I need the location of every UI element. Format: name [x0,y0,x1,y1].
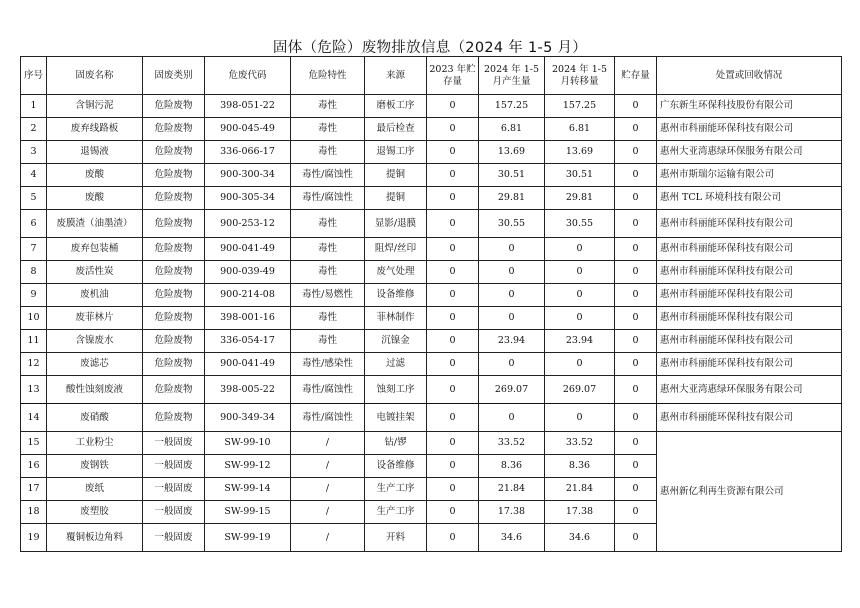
cell-source: 最后检查 [365,118,427,141]
cell-stock2023: 0 [427,210,479,238]
cell-transferred: 0 [545,353,615,376]
cell-category: 危险废物 [143,376,205,404]
cell-no: 5 [21,187,47,210]
header-stock: 贮存量 [615,57,657,95]
table-row [21,353,842,376]
cell-transferred: 13.69 [545,141,615,164]
cell-no: 3 [21,141,47,164]
cell-no: 8 [21,261,47,284]
cell-source: 过滤 [365,353,427,376]
cell-source: 沉镍金 [365,330,427,353]
cell-disposal: 惠州市科丽能环保科技有限公司 [657,404,842,432]
cell-stock: 0 [615,95,657,118]
header-disposal: 处置或回收情况 [657,57,842,95]
cell-no: 17 [21,478,47,501]
cell-code: SW-99-14 [205,478,291,501]
cell-stock2023: 0 [427,524,479,552]
cell-category: 危险废物 [143,353,205,376]
cell-no: 12 [21,353,47,376]
cell-produced: 21.84 [479,478,545,501]
cell-stock: 0 [615,238,657,261]
cell-name: 覆铜板边角料 [47,524,143,552]
table-row [21,284,842,307]
cell-source: 菲林制作 [365,307,427,330]
cell-name: 含镍废水 [47,330,143,353]
cell-transferred: 6.81 [545,118,615,141]
cell-disposal: 惠州市科丽能环保科技有限公司 [657,284,842,307]
cell-source: 废气处理 [365,261,427,284]
table-body [21,95,842,552]
cell-stock2023: 0 [427,501,479,524]
cell-category: 危险废物 [143,210,205,238]
cell-hazard: 毒性/腐蚀性 [291,164,365,187]
cell-code: 900-041-49 [205,353,291,376]
cell-no: 14 [21,404,47,432]
cell-no: 4 [21,164,47,187]
cell-category: 危险废物 [143,238,205,261]
cell-hazard: 毒性 [291,238,365,261]
cell-disposal: 惠州市科丽能环保科技有限公司 [657,330,842,353]
cell-stock: 0 [615,261,657,284]
cell-name: 酸性蚀刻废液 [47,376,143,404]
cell-produced: 34.6 [479,524,545,552]
cell-stock2023: 0 [427,307,479,330]
cell-no: 18 [21,501,47,524]
cell-category: 危险废物 [143,261,205,284]
header-category: 固废类别 [143,57,205,95]
cell-produced: 0 [479,284,545,307]
cell-produced: 17.38 [479,501,545,524]
table-row [21,164,842,187]
cell-category: 一般固废 [143,501,205,524]
cell-stock2023: 0 [427,353,479,376]
cell-general-waste-disposal: 惠州新亿利再生资源有限公司 [657,432,842,552]
table-row [21,376,842,404]
cell-produced: 6.81 [479,118,545,141]
cell-produced: 30.51 [479,164,545,187]
cell-code: 900-305-34 [205,187,291,210]
cell-produced: 0 [479,238,545,261]
header-code: 危废代码 [205,57,291,95]
cell-code: 900-041-49 [205,238,291,261]
cell-no: 19 [21,524,47,552]
cell-name: 废弃包装桶 [47,238,143,261]
cell-source: 电镀挂架 [365,404,427,432]
cell-no: 13 [21,376,47,404]
cell-disposal: 惠州市科丽能环保科技有限公司 [657,353,842,376]
cell-no: 6 [21,210,47,238]
table-row [21,210,842,238]
cell-code: 900-253-12 [205,210,291,238]
cell-code: 900-214-08 [205,284,291,307]
cell-no: 1 [21,95,47,118]
cell-source: 生产工序 [365,478,427,501]
header-transferred: 2024 年 1-5 月转移量 [545,57,615,95]
header-name: 固废名称 [47,57,143,95]
cell-disposal: 惠州市斯瑞尔运输有限公司 [657,164,842,187]
table-row [21,187,842,210]
cell-code: 900-045-49 [205,118,291,141]
cell-stock: 0 [615,432,657,455]
cell-category: 危险废物 [143,284,205,307]
cell-category: 危险废物 [143,187,205,210]
cell-transferred: 0 [545,261,615,284]
cell-name: 废弃线路板 [47,118,143,141]
cell-transferred: 17.38 [545,501,615,524]
cell-transferred: 30.55 [545,210,615,238]
cell-name: 废酸 [47,187,143,210]
cell-stock2023: 0 [427,376,479,404]
cell-name: 废菲林片 [47,307,143,330]
cell-category: 一般固废 [143,432,205,455]
cell-category: 危险废物 [143,404,205,432]
cell-category: 危险废物 [143,307,205,330]
cell-name: 含铜污泥 [47,95,143,118]
cell-name: 废酸 [47,164,143,187]
cell-hazard: 毒性 [291,261,365,284]
cell-disposal: 惠州市科丽能环保科技有限公司 [657,238,842,261]
cell-disposal: 惠州市科丽能环保科技有限公司 [657,307,842,330]
cell-disposal: 惠州市科丽能环保科技有限公司 [657,261,842,284]
cell-transferred: 29.81 [545,187,615,210]
cell-stock: 0 [615,330,657,353]
cell-category: 危险废物 [143,141,205,164]
cell-name: 废钢铁 [47,455,143,478]
cell-name: 废塑胶 [47,501,143,524]
cell-hazard: 毒性 [291,330,365,353]
cell-code: 336-066-17 [205,141,291,164]
cell-stock: 0 [615,187,657,210]
cell-hazard: 毒性/腐蚀性 [291,187,365,210]
table-row [21,95,842,118]
waste-discharge-table [20,56,842,552]
cell-category: 一般固废 [143,524,205,552]
cell-no: 11 [21,330,47,353]
cell-hazard: / [291,501,365,524]
cell-stock2023: 0 [427,478,479,501]
cell-transferred: 8.36 [545,455,615,478]
cell-hazard: / [291,455,365,478]
cell-hazard: 毒性/易燃性 [291,284,365,307]
cell-code: SW-99-12 [205,455,291,478]
cell-code: 398-005-22 [205,376,291,404]
cell-stock: 0 [615,524,657,552]
cell-hazard: 毒性/腐蚀性 [291,404,365,432]
cell-stock2023: 0 [427,330,479,353]
header-stock-2023: 2023 年贮存量 [427,57,479,95]
cell-stock: 0 [615,141,657,164]
cell-stock2023: 0 [427,432,479,455]
cell-source: 磨板工序 [365,95,427,118]
cell-category: 危险废物 [143,95,205,118]
cell-produced: 157.25 [479,95,545,118]
cell-hazard: 毒性 [291,118,365,141]
cell-name: 废机油 [47,284,143,307]
cell-no: 7 [21,238,47,261]
cell-hazard: / [291,524,365,552]
cell-stock2023: 0 [427,238,479,261]
cell-name: 退锡液 [47,141,143,164]
cell-source: 钻/锣 [365,432,427,455]
cell-stock: 0 [615,164,657,187]
table-row [21,238,842,261]
cell-no: 15 [21,432,47,455]
cell-disposal: 惠州市科丽能环保科技有限公司 [657,118,842,141]
cell-source: 显影/退膜 [365,210,427,238]
cell-stock2023: 0 [427,261,479,284]
cell-disposal: 惠州大亚湾惠绿环保服务有限公司 [657,376,842,404]
table-row [21,330,842,353]
cell-code: 900-039-49 [205,261,291,284]
cell-produced: 0 [479,404,545,432]
cell-source: 退锡工序 [365,141,427,164]
cell-disposal: 惠州市科丽能环保科技有限公司 [657,210,842,238]
cell-produced: 13.69 [479,141,545,164]
cell-transferred: 0 [545,238,615,261]
cell-source: 设备维修 [365,284,427,307]
header-produced: 2024 年 1-5 月产生量 [479,57,545,95]
cell-name: 废活性炭 [47,261,143,284]
cell-stock: 0 [615,210,657,238]
page-title: 固体（危险）废物排放信息（2024 年 1-5 月） [272,40,588,56]
cell-no: 9 [21,284,47,307]
cell-produced: 33.52 [479,432,545,455]
cell-transferred: 0 [545,404,615,432]
cell-hazard: / [291,478,365,501]
cell-stock2023: 0 [427,95,479,118]
cell-transferred: 0 [545,307,615,330]
header-no: 序号 [21,57,47,95]
cell-produced: 0 [479,353,545,376]
cell-code: 336-054-17 [205,330,291,353]
cell-transferred: 34.6 [545,524,615,552]
cell-hazard: 毒性 [291,307,365,330]
cell-transferred: 0 [545,284,615,307]
cell-stock: 0 [615,353,657,376]
cell-disposal: 惠州大亚湾惠绿环保服务有限公司 [657,141,842,164]
cell-name: 废滤芯 [47,353,143,376]
cell-source: 蚀刻工序 [365,376,427,404]
cell-source: 设备维修 [365,455,427,478]
cell-source: 生产工序 [365,501,427,524]
cell-stock2023: 0 [427,141,479,164]
cell-category: 危险废物 [143,118,205,141]
header-source: 来源 [365,57,427,95]
cell-hazard: / [291,432,365,455]
cell-stock2023: 0 [427,284,479,307]
table-row [21,118,842,141]
cell-category: 危险废物 [143,164,205,187]
cell-transferred: 21.84 [545,478,615,501]
cell-hazard: 毒性/腐蚀性 [291,376,365,404]
cell-name: 废膜渣（油墨渣） [47,210,143,238]
cell-category: 一般固废 [143,455,205,478]
cell-produced: 30.55 [479,210,545,238]
cell-code: SW-99-15 [205,501,291,524]
cell-no: 16 [21,455,47,478]
cell-hazard: 毒性 [291,210,365,238]
cell-disposal: 惠州 TCL 环境科技有限公司 [657,187,842,210]
cell-code: 398-001-16 [205,307,291,330]
cell-stock: 0 [615,478,657,501]
table-row [21,141,842,164]
cell-stock: 0 [615,404,657,432]
cell-no: 10 [21,307,47,330]
cell-no: 2 [21,118,47,141]
cell-code: SW-99-19 [205,524,291,552]
cell-produced: 0 [479,261,545,284]
cell-stock2023: 0 [427,118,479,141]
cell-stock: 0 [615,284,657,307]
cell-source: 阻焊/丝印 [365,238,427,261]
cell-name: 废纸 [47,478,143,501]
cell-produced: 23.94 [479,330,545,353]
cell-stock: 0 [615,118,657,141]
cell-produced: 269.07 [479,376,545,404]
cell-source: 提铜 [365,187,427,210]
table-row [21,432,842,455]
cell-produced: 29.81 [479,187,545,210]
table-row [21,261,842,284]
table-header-row [21,57,842,95]
cell-hazard: 毒性/感染性 [291,353,365,376]
cell-transferred: 157.25 [545,95,615,118]
cell-category: 危险废物 [143,330,205,353]
cell-code: SW-99-10 [205,432,291,455]
cell-source: 提铜 [365,164,427,187]
cell-category: 一般固废 [143,478,205,501]
cell-name: 废硝酸 [47,404,143,432]
cell-stock2023: 0 [427,455,479,478]
cell-produced: 0 [479,307,545,330]
cell-code: 398-051-22 [205,95,291,118]
cell-transferred: 33.52 [545,432,615,455]
cell-stock2023: 0 [427,187,479,210]
cell-stock: 0 [615,376,657,404]
cell-produced: 8.36 [479,455,545,478]
cell-stock: 0 [615,307,657,330]
cell-stock2023: 0 [427,164,479,187]
cell-transferred: 23.94 [545,330,615,353]
cell-code: 900-349-34 [205,404,291,432]
cell-source: 开料 [365,524,427,552]
header-hazard: 危险特性 [291,57,365,95]
cell-transferred: 269.07 [545,376,615,404]
cell-name: 工业粉尘 [47,432,143,455]
cell-code: 900-300-34 [205,164,291,187]
cell-disposal: 广东新生环保科技股份有限公司 [657,95,842,118]
table-row [21,307,842,330]
cell-hazard: 毒性 [291,141,365,164]
cell-transferred: 30.51 [545,164,615,187]
cell-stock: 0 [615,501,657,524]
table-row [21,404,842,432]
cell-hazard: 毒性 [291,95,365,118]
cell-stock2023: 0 [427,404,479,432]
cell-stock: 0 [615,455,657,478]
